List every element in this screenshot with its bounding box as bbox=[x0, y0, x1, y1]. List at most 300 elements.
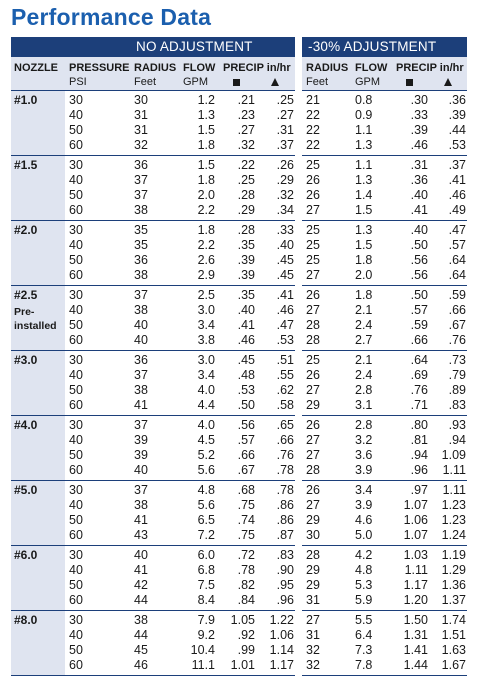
flow-cell: 3.0 bbox=[197, 353, 215, 367]
flow-cell: 4.4 bbox=[197, 398, 215, 412]
precip-triangle-adj-cell: 1.23 bbox=[441, 498, 466, 512]
precip-square-adj-cell: .56 bbox=[410, 268, 428, 282]
column-gap bbox=[295, 37, 302, 677]
flow-adj-cell: 1.3 bbox=[355, 138, 373, 152]
pressure-cell: 50 bbox=[69, 253, 83, 267]
flow-cell: 7.5 bbox=[197, 578, 215, 592]
header-radius-unit: Feet bbox=[134, 76, 157, 88]
radius-adj-cell: 22 bbox=[306, 138, 320, 152]
table-row bbox=[0, 448, 477, 463]
precip-square-cell: .27 bbox=[237, 123, 255, 137]
flow-cell: 7.9 bbox=[197, 613, 215, 627]
flow-cell: 11.1 bbox=[191, 658, 215, 672]
table-row bbox=[0, 643, 477, 658]
flow-cell: 1.3 bbox=[197, 108, 215, 122]
table-row bbox=[0, 593, 477, 608]
adjustment-30-band bbox=[302, 37, 467, 57]
flow-adj-cell: 2.4 bbox=[355, 368, 373, 382]
radius-cell: 40 bbox=[134, 333, 148, 347]
precip-square-cell: .22 bbox=[237, 158, 255, 172]
precip-square-cell: .40 bbox=[237, 303, 255, 317]
precip-square-cell: .68 bbox=[237, 483, 255, 497]
radius-cell: 31 bbox=[134, 123, 148, 137]
flow-cell: 1.5 bbox=[197, 158, 215, 172]
precip-square-cell: .41 bbox=[237, 318, 255, 332]
precip-triangle-adj-cell: .83 bbox=[448, 398, 466, 412]
pressure-cell: 60 bbox=[69, 398, 83, 412]
precip-triangle-cell: .53 bbox=[276, 333, 294, 347]
flow-cell: 3.4 bbox=[197, 368, 215, 382]
flow-adj-cell: 3.6 bbox=[355, 448, 373, 462]
precip-triangle-adj-cell: .79 bbox=[448, 368, 466, 382]
flow-cell: 6.8 bbox=[197, 563, 215, 577]
flow-cell: 1.8 bbox=[197, 138, 215, 152]
flow-cell: 3.4 bbox=[197, 318, 215, 332]
flow-adj-cell: 1.8 bbox=[355, 253, 373, 267]
table-row bbox=[0, 138, 477, 153]
precip-triangle-cell: 1.14 bbox=[269, 643, 294, 657]
precip-square-cell: .50 bbox=[237, 398, 255, 412]
precip-triangle-adj-cell: 1.67 bbox=[441, 658, 466, 672]
precip-square-cell: .67 bbox=[237, 463, 255, 477]
header-precip: PRECIP in/hr bbox=[223, 62, 291, 74]
radius-adj-cell: 32 bbox=[306, 658, 320, 672]
precip-square-cell: .25 bbox=[237, 173, 255, 187]
flow-cell: 1.5 bbox=[197, 123, 215, 137]
precip-square-adj-cell: 1.03 bbox=[403, 548, 428, 562]
precip-triangle-adj-cell: 1.09 bbox=[441, 448, 466, 462]
table-row bbox=[0, 268, 477, 283]
precip-triangle-adj-cell: .36 bbox=[448, 93, 466, 107]
table-row bbox=[0, 483, 477, 498]
pressure-cell: 60 bbox=[69, 463, 83, 477]
precip-square-adj-cell: .31 bbox=[410, 158, 428, 172]
precip-triangle-cell: .86 bbox=[276, 498, 294, 512]
flow-adj-cell: 4.2 bbox=[355, 548, 373, 562]
precip-square-cell: .45 bbox=[237, 353, 255, 367]
precip-triangle-cell: .46 bbox=[276, 303, 294, 317]
table-row bbox=[0, 383, 477, 398]
table-row bbox=[0, 158, 477, 173]
flow-cell: 2.0 bbox=[197, 188, 215, 202]
radius-cell: 37 bbox=[134, 288, 148, 302]
precip-square-adj-cell: .94 bbox=[410, 448, 428, 462]
flow-cell: 6.0 bbox=[197, 548, 215, 562]
pressure-cell: 40 bbox=[69, 498, 83, 512]
header-radius: RADIUS bbox=[134, 62, 177, 74]
precip-triangle-adj-cell: .64 bbox=[448, 268, 466, 282]
precip-triangle-cell: .87 bbox=[276, 528, 294, 542]
header-flow-unit-adj: GPM bbox=[355, 76, 381, 88]
radius-adj-cell: 25 bbox=[306, 238, 320, 252]
flow-adj-cell: 0.9 bbox=[355, 108, 373, 122]
radius-adj-cell: 31 bbox=[306, 593, 320, 607]
radius-adj-cell: 28 bbox=[306, 333, 320, 347]
group-divider bbox=[11, 285, 467, 286]
precip-square-cell: .28 bbox=[237, 188, 255, 202]
radius-cell: 40 bbox=[134, 318, 148, 332]
precip-triangle-adj-cell: 1.24 bbox=[441, 528, 466, 542]
precip-triangle-cell: .45 bbox=[276, 253, 294, 267]
precip-square-adj-cell: .40 bbox=[410, 188, 428, 202]
nozzle-label: #2.5 bbox=[14, 288, 38, 302]
pressure-cell: 50 bbox=[69, 318, 83, 332]
precip-square-adj-cell: .96 bbox=[410, 463, 428, 477]
flow-adj-cell: 1.5 bbox=[355, 203, 373, 217]
pressure-cell: 30 bbox=[69, 483, 83, 497]
table-row bbox=[0, 528, 477, 543]
table-row bbox=[0, 353, 477, 368]
radius-cell: 38 bbox=[134, 498, 148, 512]
precip-square-adj-cell: .30 bbox=[410, 93, 428, 107]
precip-square-adj-cell: .33 bbox=[410, 108, 428, 122]
pressure-cell: 50 bbox=[69, 513, 83, 527]
page-title: Performance Data bbox=[11, 4, 212, 30]
precip-triangle-adj-cell: .47 bbox=[448, 223, 466, 237]
flow-cell: 5.2 bbox=[197, 448, 215, 462]
radius-cell: 38 bbox=[134, 613, 148, 627]
flow-adj-cell: 1.3 bbox=[355, 173, 373, 187]
precip-square-adj-cell: .40 bbox=[410, 223, 428, 237]
flow-adj-cell: 3.4 bbox=[355, 483, 373, 497]
radius-adj-cell: 26 bbox=[306, 188, 320, 202]
table-row bbox=[0, 223, 477, 238]
group-divider bbox=[11, 610, 467, 611]
precip-square-cell: .46 bbox=[237, 333, 255, 347]
precip-square-adj-cell: .57 bbox=[410, 303, 428, 317]
pressure-cell: 40 bbox=[69, 173, 83, 187]
radius-adj-cell: 25 bbox=[306, 353, 320, 367]
flow-adj-cell: 2.0 bbox=[355, 268, 373, 282]
group-divider bbox=[11, 155, 467, 156]
radius-cell: 37 bbox=[134, 173, 148, 187]
precip-triangle-adj-cell: 1.74 bbox=[441, 613, 466, 627]
flow-adj-cell: 4.6 bbox=[355, 513, 373, 527]
radius-cell: 43 bbox=[134, 528, 148, 542]
precip-square-adj-cell: .71 bbox=[410, 398, 428, 412]
table-row bbox=[0, 288, 477, 303]
radius-adj-cell: 28 bbox=[306, 548, 320, 562]
header-nozzle: NOZZLE bbox=[14, 62, 58, 74]
precip-triangle-adj-cell: 1.51 bbox=[441, 628, 466, 642]
radius-cell: 38 bbox=[134, 203, 148, 217]
precip-triangle-cell: .26 bbox=[276, 158, 294, 172]
precip-square-adj-cell: .97 bbox=[410, 483, 428, 497]
table-row bbox=[0, 548, 477, 563]
pressure-cell: 50 bbox=[69, 188, 83, 202]
header-pressure-unit: PSI bbox=[69, 76, 87, 88]
precip-square-adj-cell: .50 bbox=[410, 288, 428, 302]
pressure-cell: 60 bbox=[69, 138, 83, 152]
flow-cell: 5.6 bbox=[197, 463, 215, 477]
precip-square-adj-cell: .66 bbox=[410, 333, 428, 347]
pressure-cell: 40 bbox=[69, 303, 83, 317]
precip-square-adj-cell: 1.17 bbox=[403, 578, 428, 592]
flow-cell: 2.9 bbox=[197, 268, 215, 282]
flow-cell: 2.2 bbox=[197, 203, 215, 217]
radius-adj-cell: 28 bbox=[306, 318, 320, 332]
radius-adj-cell: 27 bbox=[306, 268, 320, 282]
table-row bbox=[0, 398, 477, 413]
pressure-cell: 30 bbox=[69, 288, 83, 302]
radius-cell: 36 bbox=[134, 158, 148, 172]
precip-triangle-cell: .47 bbox=[276, 318, 294, 332]
flow-adj-cell: 1.1 bbox=[355, 123, 373, 137]
radius-cell: 41 bbox=[134, 513, 148, 527]
radius-adj-cell: 27 bbox=[306, 498, 320, 512]
header-radius-adj: RADIUS bbox=[306, 62, 349, 74]
table-row bbox=[0, 578, 477, 593]
precip-triangle-cell: .40 bbox=[276, 238, 294, 252]
precip-square-adj-cell: .80 bbox=[410, 418, 428, 432]
table-row bbox=[0, 563, 477, 578]
radius-cell: 32 bbox=[134, 138, 148, 152]
pressure-cell: 60 bbox=[69, 268, 83, 282]
square-spacing-icon bbox=[233, 76, 240, 90]
radius-cell: 40 bbox=[134, 463, 148, 477]
flow-cell: 4.5 bbox=[197, 433, 215, 447]
table-row bbox=[0, 253, 477, 268]
precip-square-cell: .35 bbox=[237, 288, 255, 302]
precip-square-cell: .75 bbox=[237, 498, 255, 512]
table-row bbox=[0, 433, 477, 448]
table-row bbox=[0, 173, 477, 188]
precip-square-cell: .92 bbox=[237, 628, 255, 642]
table-row bbox=[0, 613, 477, 628]
radius-adj-cell: 30 bbox=[306, 528, 320, 542]
precip-triangle-adj-cell: .39 bbox=[448, 108, 466, 122]
precip-square-adj-cell: 1.07 bbox=[403, 528, 428, 542]
precip-triangle-adj-cell: 1.29 bbox=[441, 563, 466, 577]
precip-triangle-adj-cell: 1.63 bbox=[441, 643, 466, 657]
flow-cell: 10.4 bbox=[190, 643, 215, 657]
precip-triangle-cell: .31 bbox=[276, 123, 294, 137]
radius-adj-cell: 28 bbox=[306, 463, 320, 477]
pressure-cell: 60 bbox=[69, 593, 83, 607]
flow-adj-cell: 3.9 bbox=[355, 463, 373, 477]
precip-square-adj-cell: .76 bbox=[410, 383, 428, 397]
radius-adj-cell: 27 bbox=[306, 303, 320, 317]
radius-adj-cell: 25 bbox=[306, 223, 320, 237]
table-row bbox=[0, 513, 477, 528]
precip-square-cell: .99 bbox=[237, 643, 255, 657]
flow-cell: 9.2 bbox=[197, 628, 215, 642]
flow-cell: 4.0 bbox=[197, 418, 215, 432]
radius-cell: 44 bbox=[134, 628, 148, 642]
pressure-cell: 30 bbox=[69, 548, 83, 562]
table-row bbox=[0, 188, 477, 203]
radius-cell: 40 bbox=[134, 548, 148, 562]
flow-adj-cell: 7.3 bbox=[355, 643, 373, 657]
radius-adj-cell: 27 bbox=[306, 448, 320, 462]
header-precip-adj: PRECIP in/hr bbox=[396, 62, 464, 74]
flow-cell: 4.0 bbox=[197, 383, 215, 397]
precip-square-adj-cell: .50 bbox=[410, 238, 428, 252]
nozzle-note: Pre- bbox=[14, 306, 35, 318]
table-row bbox=[0, 498, 477, 513]
precip-triangle-adj-cell: .94 bbox=[448, 433, 466, 447]
flow-adj-cell: 5.3 bbox=[355, 578, 373, 592]
radius-cell: 37 bbox=[134, 483, 148, 497]
flow-cell: 1.2 bbox=[197, 93, 215, 107]
header-flow: FLOW bbox=[183, 62, 216, 74]
precip-square-adj-cell: .59 bbox=[410, 318, 428, 332]
precip-square-cell: .29 bbox=[237, 203, 255, 217]
precip-triangle-cell: .32 bbox=[276, 188, 294, 202]
precip-square-adj-cell: 1.31 bbox=[403, 628, 428, 642]
radius-adj-cell: 26 bbox=[306, 483, 320, 497]
precip-square-adj-cell: 1.06 bbox=[403, 513, 428, 527]
precip-triangle-cell: 1.06 bbox=[269, 628, 294, 642]
flow-adj-cell: 1.1 bbox=[355, 158, 373, 172]
radius-cell: 37 bbox=[134, 418, 148, 432]
precip-triangle-adj-cell: .76 bbox=[448, 333, 466, 347]
flow-adj-cell: 2.1 bbox=[355, 303, 373, 317]
nozzle-label: #1.5 bbox=[14, 158, 38, 172]
precip-square-adj-cell: 1.50 bbox=[403, 613, 428, 627]
precip-square-adj-cell: 1.07 bbox=[403, 498, 428, 512]
flow-cell: 1.8 bbox=[197, 173, 215, 187]
precip-triangle-cell: .33 bbox=[276, 223, 294, 237]
radius-cell: 30 bbox=[134, 93, 148, 107]
nozzle-label: #3.0 bbox=[14, 353, 38, 367]
flow-adj-cell: 2.8 bbox=[355, 418, 373, 432]
table-row bbox=[0, 368, 477, 383]
header-pressure: PRESSURE bbox=[69, 62, 130, 74]
flow-adj-cell: 2.8 bbox=[355, 383, 373, 397]
precip-triangle-cell: .65 bbox=[276, 418, 294, 432]
precip-triangle-adj-cell: .44 bbox=[448, 123, 466, 137]
precip-square-cell: .82 bbox=[237, 578, 255, 592]
flow-adj-cell: 5.9 bbox=[355, 593, 373, 607]
nozzle-label: #8.0 bbox=[14, 613, 38, 627]
radius-adj-cell: 29 bbox=[306, 513, 320, 527]
flow-cell: 7.2 bbox=[197, 528, 215, 542]
precip-square-adj-cell: .46 bbox=[410, 138, 428, 152]
pressure-cell: 50 bbox=[69, 643, 83, 657]
square-spacing-icon bbox=[406, 76, 413, 90]
precip-triangle-cell: .27 bbox=[276, 108, 294, 122]
table-row bbox=[0, 238, 477, 253]
flow-adj-cell: 3.2 bbox=[355, 433, 373, 447]
precip-square-adj-cell: .39 bbox=[410, 123, 428, 137]
pressure-cell: 40 bbox=[69, 628, 83, 642]
radius-adj-cell: 22 bbox=[306, 123, 320, 137]
flow-adj-cell: 6.4 bbox=[355, 628, 373, 642]
precip-square-cell: .28 bbox=[237, 223, 255, 237]
precip-triangle-cell: .90 bbox=[276, 563, 294, 577]
radius-adj-cell: 25 bbox=[306, 253, 320, 267]
table-row bbox=[0, 463, 477, 478]
flow-adj-cell: 3.9 bbox=[355, 498, 373, 512]
precip-square-cell: 1.05 bbox=[230, 613, 255, 627]
precip-square-cell: .53 bbox=[237, 383, 255, 397]
header-radius-unit-adj: Feet bbox=[306, 76, 329, 88]
precip-square-cell: .78 bbox=[237, 563, 255, 577]
precip-triangle-cell: .51 bbox=[276, 353, 294, 367]
nozzle-note: installed bbox=[14, 320, 57, 332]
table-row bbox=[0, 658, 477, 673]
precip-triangle-cell: .83 bbox=[276, 548, 294, 562]
radius-adj-cell: 26 bbox=[306, 173, 320, 187]
precip-triangle-cell: .55 bbox=[276, 368, 294, 382]
precip-triangle-adj-cell: .59 bbox=[448, 288, 466, 302]
radius-adj-cell: 27 bbox=[306, 613, 320, 627]
pressure-cell: 60 bbox=[69, 658, 83, 672]
flow-cell: 2.6 bbox=[197, 253, 215, 267]
precip-triangle-adj-cell: .67 bbox=[448, 318, 466, 332]
radius-adj-cell: 26 bbox=[306, 368, 320, 382]
flow-cell: 3.0 bbox=[197, 303, 215, 317]
radius-adj-cell: 29 bbox=[306, 578, 320, 592]
precip-triangle-adj-cell: .53 bbox=[448, 138, 466, 152]
radius-adj-cell: 22 bbox=[306, 108, 320, 122]
flow-cell: 6.5 bbox=[197, 513, 215, 527]
pressure-cell: 40 bbox=[69, 108, 83, 122]
nozzle-label: #1.0 bbox=[14, 93, 38, 107]
precip-triangle-cell: .78 bbox=[276, 483, 294, 497]
flow-adj-cell: 2.7 bbox=[355, 333, 373, 347]
flow-adj-cell: 5.0 bbox=[355, 528, 373, 542]
group-divider bbox=[11, 415, 467, 416]
radius-adj-cell: 21 bbox=[306, 93, 320, 107]
precip-triangle-adj-cell: .57 bbox=[448, 238, 466, 252]
radius-adj-cell: 25 bbox=[306, 158, 320, 172]
group-divider bbox=[11, 90, 467, 91]
precip-square-cell: .74 bbox=[237, 513, 255, 527]
precip-triangle-adj-cell: .73 bbox=[448, 353, 466, 367]
flow-adj-cell: 5.5 bbox=[355, 613, 373, 627]
flow-adj-cell: 1.8 bbox=[355, 288, 373, 302]
precip-triangle-adj-cell: 1.19 bbox=[441, 548, 466, 562]
precip-square-cell: .48 bbox=[237, 368, 255, 382]
radius-cell: 37 bbox=[134, 368, 148, 382]
pressure-cell: 30 bbox=[69, 158, 83, 172]
radius-cell: 45 bbox=[134, 643, 148, 657]
radius-cell: 31 bbox=[134, 108, 148, 122]
precip-triangle-cell: .58 bbox=[276, 398, 294, 412]
table-bottom-line bbox=[11, 675, 467, 676]
radius-adj-cell: 29 bbox=[306, 398, 320, 412]
precip-triangle-cell: .62 bbox=[276, 383, 294, 397]
radius-cell: 35 bbox=[134, 223, 148, 237]
pressure-cell: 30 bbox=[69, 353, 83, 367]
precip-square-cell: .39 bbox=[237, 268, 255, 282]
table-row bbox=[0, 123, 477, 138]
precip-triangle-cell: .34 bbox=[276, 203, 294, 217]
precip-triangle-cell: .41 bbox=[276, 288, 294, 302]
pressure-cell: 50 bbox=[69, 123, 83, 137]
precip-square-cell: .21 bbox=[237, 93, 255, 107]
group-divider bbox=[11, 545, 467, 546]
table-row bbox=[0, 203, 477, 218]
precip-triangle-adj-cell: .49 bbox=[448, 203, 466, 217]
precip-triangle-adj-cell: 1.37 bbox=[441, 593, 466, 607]
triangle-spacing-icon bbox=[271, 76, 279, 90]
pressure-cell: 60 bbox=[69, 203, 83, 217]
radius-cell: 36 bbox=[134, 253, 148, 267]
precip-square-cell: .66 bbox=[237, 448, 255, 462]
flow-cell: 3.8 bbox=[197, 333, 215, 347]
radius-cell: 41 bbox=[134, 563, 148, 577]
radius-cell: 41 bbox=[134, 398, 148, 412]
table-row bbox=[0, 333, 477, 348]
radius-cell: 39 bbox=[134, 433, 148, 447]
precip-triangle-cell: 1.22 bbox=[269, 613, 294, 627]
no-adjustment-band bbox=[130, 37, 295, 57]
radius-cell: 38 bbox=[134, 268, 148, 282]
precip-square-adj-cell: .64 bbox=[410, 353, 428, 367]
